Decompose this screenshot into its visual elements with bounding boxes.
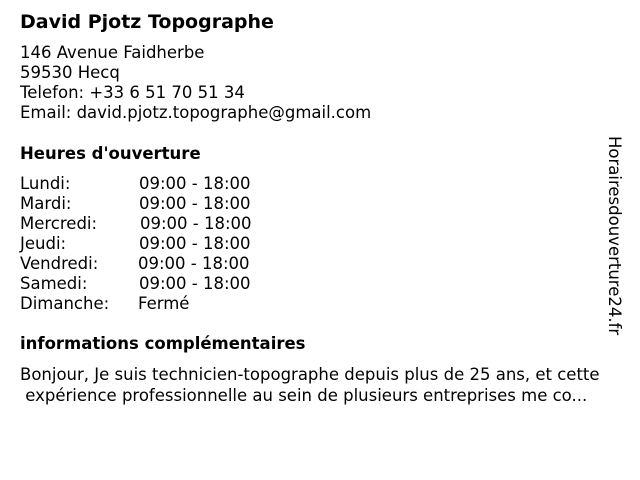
hours-row-friday	[20, 254, 320, 274]
time-value: 09:00 - 18:00	[139, 174, 251, 193]
address-street: 146 Avenue Faidherbe	[20, 43, 205, 62]
email-address: Email: david.pjotz.topographe@gmail.com	[20, 103, 372, 122]
hours-row-saturday	[20, 274, 320, 294]
time-value: Fermé	[138, 294, 190, 313]
day-label: Vendredi:	[20, 254, 99, 273]
day-label: Mercredi:	[20, 214, 98, 233]
time-value: 09:00 - 18:00	[139, 194, 251, 213]
day-label: Dimanche:	[20, 294, 110, 313]
hours-row-monday	[20, 174, 320, 194]
description-line: expérience professionnelle au sein de plusieurs entreprises me co...	[20, 386, 588, 405]
hours-row-sunday	[20, 294, 320, 314]
day-label: Mardi:	[20, 194, 72, 213]
hours-row-thursday	[20, 234, 320, 254]
info-description	[20, 364, 635, 406]
info-heading: informations complémentaires	[20, 334, 306, 353]
phone-number: Telefon: +33 6 51 70 51 34	[20, 83, 245, 102]
business-name: David Pjotz Topographe	[20, 11, 274, 33]
time-value: 09:00 - 18:00	[140, 214, 252, 233]
time-value: 09:00 - 18:00	[139, 274, 251, 293]
hours-heading: Heures d'ouverture	[20, 144, 201, 163]
day-label: Lundi:	[20, 174, 71, 193]
contact-block	[20, 43, 371, 123]
hours-table	[20, 174, 320, 314]
hours-row-tuesday	[20, 194, 320, 214]
day-label: Samedi:	[20, 274, 88, 293]
time-value: 09:00 - 18:00	[138, 254, 250, 273]
description-line: Bonjour, Je suis technicien-topographe depuis plus de 25 ans, et cette	[20, 365, 600, 384]
address-city: 59530 Hecq	[20, 63, 120, 82]
day-label: Jeudi:	[20, 234, 67, 253]
time-value: 09:00 - 18:00	[139, 234, 251, 253]
hours-row-wednesday	[20, 214, 320, 234]
site-watermark: Horairesdouverture24.fr	[605, 136, 624, 336]
